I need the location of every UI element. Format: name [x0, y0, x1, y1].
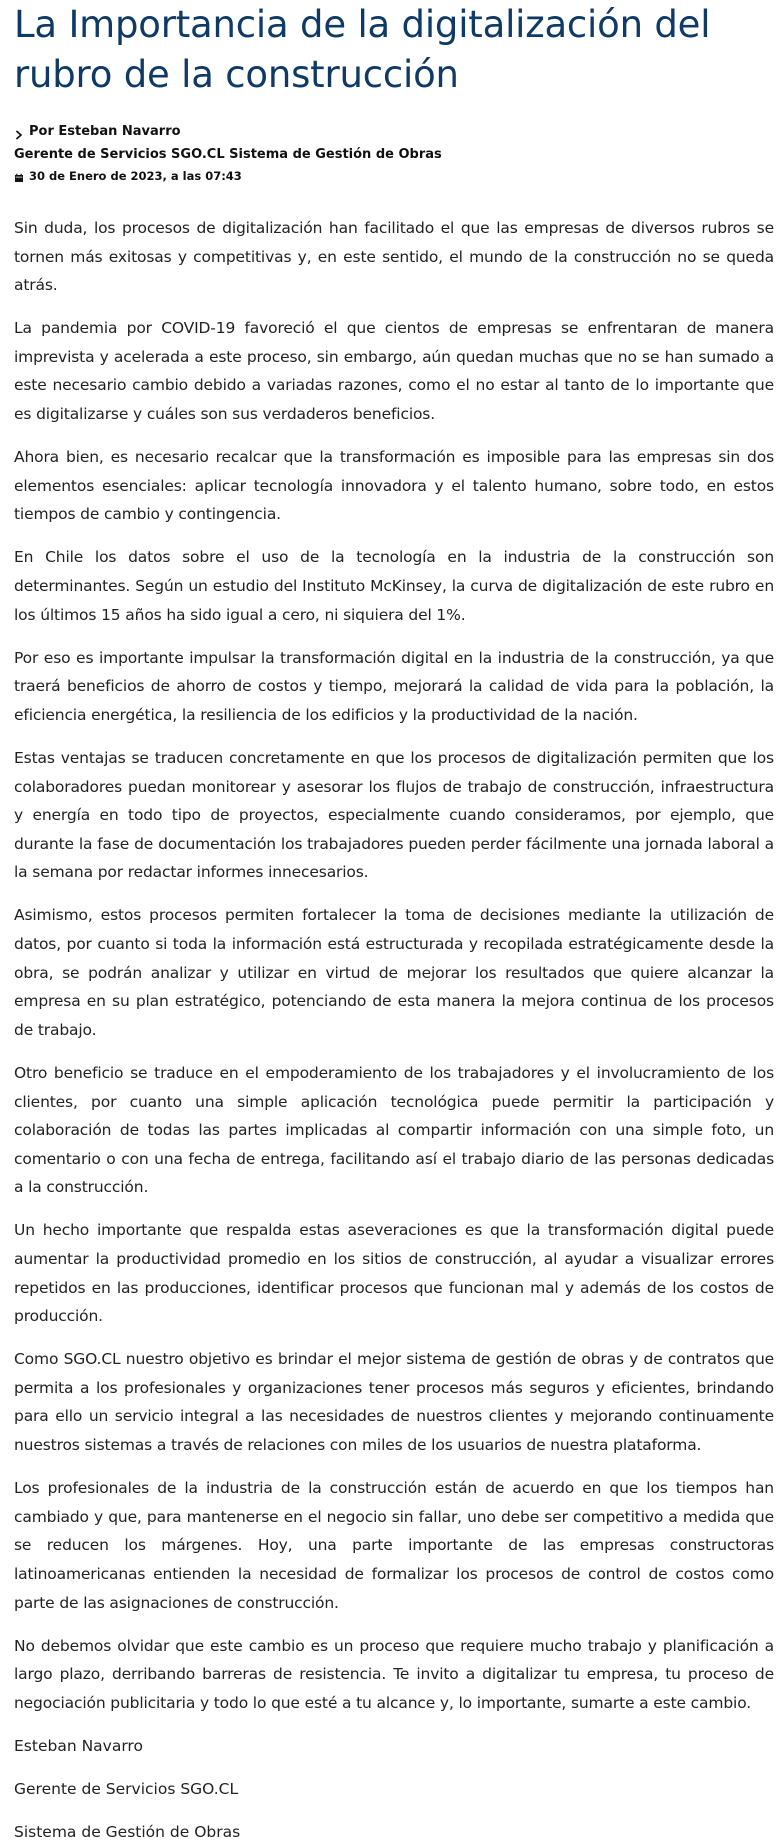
author-role: Gerente de Servicios SGO.CL Sistema de Gestión de Obras [14, 147, 442, 162]
paragraph: Sin duda, los procesos de digitalización han facilitado el que las empresas de diversos rubros se tornen más exitosas y competitivas y, en este sentido, el mundo de la construcción no se queda atrás. [14, 219, 774, 295]
paragraph: Ahora bien, es necesario recalcar que la transformación es imposible para las empresas sin dos elementos esenciales: aplicar tecnología innovadora y el talento humano, sobre todo, en estos tiempos de cambio y contingencia. [14, 448, 774, 524]
paragraph: No debemos olvidar que este cambio es un proceso que requiere mucho trabajo y planificación a largo plazo, derribando barreras de resistencia. Te invito a digitalizar tu empresa, tu proceso de negociación publicitaria y todo lo que esté a tu alcance y, lo importante, sumarte a este cambio. [14, 1636, 774, 1712]
calendar-icon [14, 171, 24, 181]
date-line [14, 168, 774, 184]
signature-block [14, 1732, 774, 1847]
paragraph: Otro beneficio se traduce en el empoderamiento de los trabajadores y el involucramiento de los clientes, por cuanto una simple aplicación tecnológica puede permitir la participación y colaboración de todas las partes implicadas al compartir información con una simple foto, un comentario o con una fecha de entrega, facilitando así el trabajo diario de las personas dedicadas a la construcción. [14, 1063, 774, 1197]
paragraph: Asimismo, estos procesos permiten fortalecer la toma de decisiones mediante la utilización de datos, por cuanto si toda la información está estructurada y recopilada estratégicamente desde la obra, se podrán analizar y utilizar en virtud de mejorar los resultados que quiere alcanzar la empresa en su plan estratégico, potenciando de esta manera la mejora continua de los procesos de trabajo. [14, 906, 774, 1039]
author-role-line [14, 145, 774, 165]
paragraph: Un hecho importante que respalda estas aseveraciones es que la transformación digital puede aumentar la productividad promedio en los sitios de construcción, al ayudar a visualizar errores repetidos en las producciones, identificar procesos que funcionan mal y además de los costos de producción. [14, 1221, 774, 1326]
article-title: La Importancia de la digitalización del rubro de la construcción [14, 3, 711, 96]
signature-company: Sistema de Gestión de Obras [14, 1823, 241, 1842]
paragraph: La pandemia por COVID-19 favoreció el que cientos de empresas se enfrentaran de manera imprevista y acelerada a este proceso, sin embargo, aún quedan muchas que no se han sumado a este necesario cambio debido a variadas razones, como el no estar al tanto de lo importante que es digitalizarse y cuáles son sus verdaderos beneficios. [14, 319, 774, 424]
article-page [14, 0, 774, 1847]
signature-name: Esteban Navarro [14, 1736, 143, 1755]
paragraph: En Chile los datos sobre el uso de la tecnología en la industria de la construcción son determinantes. Según un estudio del Instituto McKinsey, la curva de digitalización de este rubro en los últimos 15 años ha sido igual a cero, ni siquiera del 1%. [14, 548, 774, 624]
author-line [14, 122, 774, 142]
paragraph: Los profesionales de la industria de la construcción están de acuerdo en que los tiempos han cambiado y que, para mantenerse en el negocio sin fallar, uno debe ser competitivo a medida que se reducen los márgenes. Hoy, una parte importante de las empresas constructoras latinoamericanas entienden la necesidad de formalizar los procesos de control de costos como parte de las asignaciones de construcción. [14, 1479, 774, 1612]
chevron-right-icon [14, 127, 24, 137]
paragraph: Por eso es importante impulsar la transformación digital en la industria de la construcción, ya que traerá beneficios de ahorro de costos y tiempo, mejorará la calidad de vida para la población, la eficiencia energética, la resiliencia de los edificios y la productividad de la nación. [14, 648, 774, 724]
paragraph: Estas ventajas se traducen concretamente en que los procesos de digitalización permiten que los colaboradores puedan monitorear y asesorar los flujos de trabajo de construcción, infraestructura y energía en todo tipo de proyectos, especialmente cuando consideramos, por ejemplo, que durante la fase de documentación los trabajadores pueden perder fácilmente una jornada laboral a la semana por redactar informes innecesarios. [14, 749, 774, 882]
article-body [14, 214, 774, 1847]
article-meta [14, 122, 774, 184]
signature-role: Gerente de Servicios SGO.CL [14, 1780, 239, 1798]
paragraph: Como SGO.CL nuestro objetivo es brindar el mejor sistema de gestión de obras y de contratos que permita a los profesionales y organizaciones tener procesos más seguros y eficientes, brindando para ello un servicio integral a las necesidades de nuestros clientes y mejorando continuamente nuestros sistemas a través de relaciones con miles de los usuarios de nuestra plataforma. [14, 1350, 774, 1455]
publish-date: 30 de Enero de 2023, a las 07:43 [29, 169, 242, 183]
author-name: Por Esteban Navarro [29, 124, 181, 139]
